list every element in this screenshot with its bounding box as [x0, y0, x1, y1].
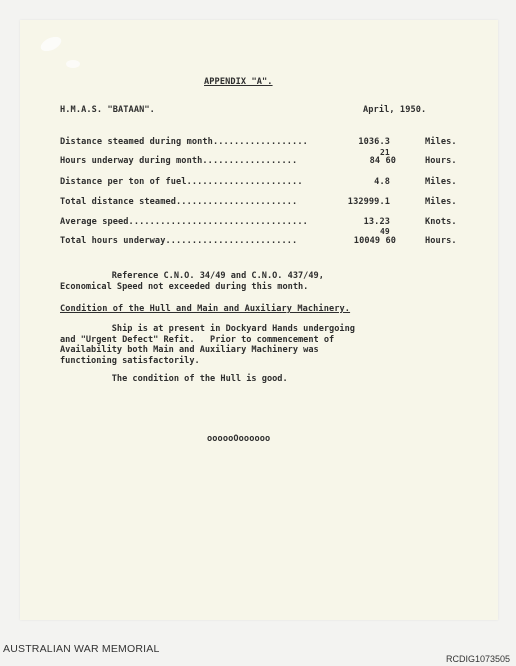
paper-smudge [38, 34, 63, 54]
reference-paragraph: Reference C.N.O. 34/49 and C.N.O. 437/49, Economical Speed not exceeded during this month. [60, 271, 324, 292]
condition-heading: Condition of the Hull and Main and Auxiliary Machinery. [60, 304, 351, 314]
row-value: 132999.1 [347, 197, 390, 207]
row-unit: Miles. [425, 177, 457, 187]
record-id: RCDIG1073505 [445, 654, 510, 664]
row-superscript: 21 [380, 148, 390, 157]
row-label: Distance steamed during month.................. [60, 137, 308, 147]
institution-label: AUSTRALIAN WAR MEMORIAL [3, 643, 160, 655]
row-value: 1036.3 [358, 137, 390, 147]
row-label: Hours underway during month.................. [60, 156, 298, 166]
row-value: 4.8 [374, 177, 390, 187]
document-paper [20, 20, 498, 620]
row-label: Total distance steamed....................... [60, 197, 298, 207]
report-date: April, 1950. [363, 105, 427, 115]
row-unit: Miles. [425, 197, 457, 207]
row-unit: Knots. [425, 217, 457, 227]
separator-line: oooooOoooooo [207, 434, 271, 444]
ship-name: H.M.A.S. "BATAAN". [60, 105, 155, 115]
row-unit: Hours. [425, 236, 457, 246]
row-value: 84 60 [369, 156, 396, 166]
hull-paragraph: The condition of the Hull is good. [60, 374, 288, 384]
row-unit: Miles. [425, 137, 457, 147]
document-title: APPENDIX "A". [204, 77, 273, 87]
row-value: 13.23 [363, 217, 390, 227]
paper-smudge [66, 60, 80, 68]
row-label: Average speed.................................. [60, 217, 308, 227]
row-label: Distance per ton of fuel...................... [60, 177, 303, 187]
row-unit: Hours. [425, 156, 457, 166]
row-label: Total hours underway......................... [60, 236, 298, 246]
row-superscript: 49 [380, 227, 390, 236]
row-value: 10049 60 [353, 236, 396, 246]
condition-paragraph: Ship is at present in Dockyard Hands undergoing and "Urgent Defect" Refit. Prior to commencement of Availability both Main and Auxiliary Machinery was functioning satisfactorily. [60, 324, 355, 366]
